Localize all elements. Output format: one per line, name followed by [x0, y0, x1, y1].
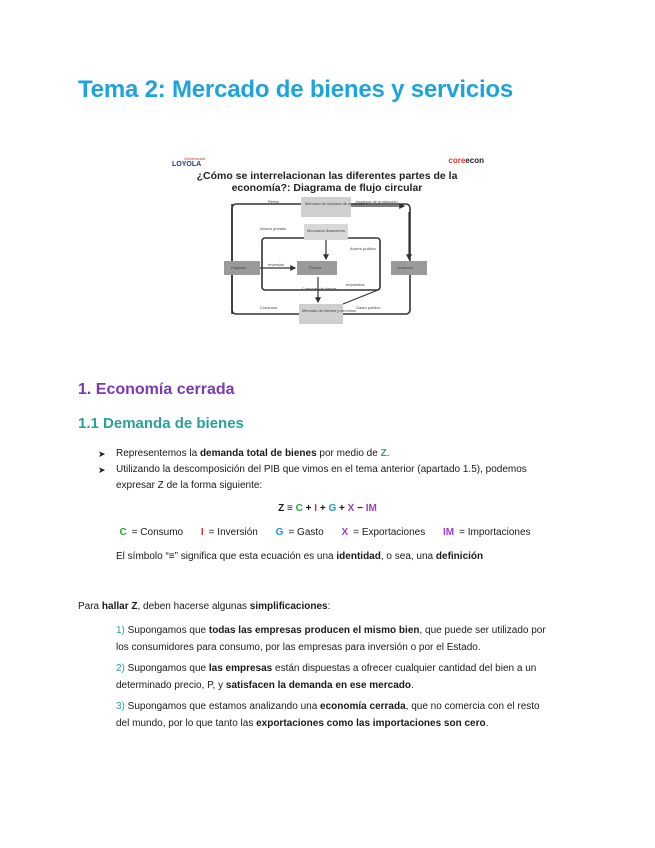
eq-z: Z ≡ [278, 503, 296, 514]
text-bold: hallar Z [101, 601, 138, 612]
text: determinado precio, P, y [116, 680, 226, 691]
simplifications-intro [78, 601, 330, 612]
assumption-2 [116, 660, 571, 694]
bullet-text [116, 462, 571, 494]
text: : [327, 601, 331, 612]
label-factors-market: Mercado de factores de producción [305, 201, 368, 206]
text-bold: demanda total de bienes [199, 448, 317, 459]
legend-value: = Consumo [131, 527, 184, 538]
eq-op: − [354, 503, 366, 514]
label-taxes: Impuestos [346, 282, 365, 287]
text: , deben hacerse algunas [137, 601, 250, 612]
text: , que puede ser utilizado por [419, 625, 546, 636]
label-purchases: Compras de bienes [302, 286, 337, 291]
figure-title-line1: ¿Cómo se interrelacionan las diferentes partes de la [196, 170, 458, 182]
legend-consumo [119, 527, 188, 538]
identity-note [116, 551, 483, 562]
text: , o sea, una [380, 551, 436, 562]
box-factors-market [301, 197, 351, 217]
text-line: Utilizando la descomposición del PIB que vimos en el tema anterior (apartado 1.5), podemos [116, 464, 527, 475]
legend-gasto [276, 527, 329, 538]
eq-op: + [336, 503, 348, 514]
legend-key: X [341, 527, 349, 538]
text: Supongamos que [124, 625, 209, 636]
eq-i: I [314, 503, 318, 514]
text-bold: economía cerrada [320, 701, 406, 712]
bullet-arrow-icon: ➤ [98, 449, 106, 459]
text: El símbolo “≡” significa que esta ecuación es una [116, 551, 337, 562]
legend-exportaciones [342, 527, 431, 538]
label-gov-spending: Gasto público [356, 305, 381, 310]
loyola-logo [172, 156, 205, 168]
label-savings: Ahorro privado [260, 226, 287, 231]
eq-op: + [302, 503, 315, 514]
label-consumption: Consumo [260, 305, 278, 310]
section-heading-economia-cerrada: 1. Economía cerrada [78, 381, 235, 398]
legend-key: I [200, 527, 204, 538]
text-bold: exportaciones como las importaciones son cero [256, 718, 486, 729]
assumption-3 [116, 698, 571, 732]
eq-c: C [295, 503, 303, 514]
legend-inversion [201, 527, 263, 538]
text-line [116, 660, 571, 677]
text: . [410, 680, 414, 691]
legend-value: = Exportaciones [353, 527, 426, 538]
text-line [116, 698, 571, 715]
label-rent: Renta [268, 199, 279, 204]
text-line [116, 715, 571, 732]
box-goods-market [299, 304, 343, 324]
brand-a: core [448, 156, 466, 165]
demand-equation [0, 503, 655, 514]
bullet-text [116, 446, 571, 462]
z-symbol: Z [380, 448, 387, 459]
assumption-1 [116, 622, 571, 656]
label-public-savings: Ahorro público [350, 246, 376, 251]
legend-key: C [119, 527, 127, 538]
label-financial-markets: Mercados financieros [307, 228, 346, 233]
text-bold: satisfacen la demanda en ese mercado [225, 680, 411, 691]
figure-title-line2: economía?: Diagrama de flujo circular [231, 182, 423, 194]
text-bold: todas las empresas producen el mismo bien [208, 625, 420, 636]
legend-value: = Gasto [288, 527, 324, 538]
eq-g: G [328, 503, 337, 514]
subsection-heading-demanda-bienes: 1.1 Demanda de bienes [78, 415, 244, 432]
logo-sub: Universidad [184, 156, 206, 161]
label-production: Ingresos de producción [356, 199, 398, 204]
figure-title [168, 170, 486, 194]
text: Supongamos que estamos analizando una [124, 701, 321, 712]
text: , que no comercia con el resto [405, 701, 540, 712]
bullet-arrow-icon: ➤ [98, 465, 106, 475]
text: . [485, 718, 489, 729]
text-line: expresar Z de la forma siguiente: [116, 480, 263, 491]
text-bold: simplificaciones [249, 601, 328, 612]
legend-importaciones [443, 527, 536, 538]
text: están dispuestas a ofrecer cualquier cantidad del bien a un [272, 663, 537, 674]
legend-key: IM [442, 527, 455, 538]
label-goods-market: Mercado de bienes y servicios [302, 308, 356, 313]
circular-flow-diagram [168, 194, 486, 326]
logo-text: LOYOLA [172, 161, 202, 168]
text-line [116, 677, 571, 694]
circular-flow-figure [168, 154, 486, 326]
item-number: 3) [116, 701, 125, 712]
brand-b: econ [465, 156, 484, 165]
text: . [386, 448, 390, 459]
text: del mundo, por lo que tanto las [116, 718, 257, 729]
legend-value: = Inversión [208, 527, 258, 538]
text: Representemos la [116, 448, 200, 459]
text: Para [78, 601, 102, 612]
eq-x: X [347, 503, 355, 514]
text-bold: definición [435, 551, 484, 562]
coreecon-logo [448, 156, 484, 165]
label-firms: Firmas [309, 265, 322, 270]
outer-flow-loop [232, 204, 410, 314]
text-line: los consumidores para consumo, por las empresas para inversión o por el Estado. [116, 642, 481, 653]
eq-im: IM [365, 503, 377, 514]
eq-op: + [317, 503, 329, 514]
legend-value: = Importaciones [459, 527, 531, 538]
label-investment: Inversión [268, 262, 285, 267]
text: por medio de [316, 448, 381, 459]
item-number: 1) [116, 625, 125, 636]
page-title: Tema 2: Mercado de bienes y servicios [78, 76, 514, 103]
label-households: Hogares [231, 265, 247, 270]
item-number: 2) [116, 663, 125, 674]
text: Supongamos que [124, 663, 209, 674]
text-line [116, 622, 571, 639]
label-government: Gobierno [397, 265, 414, 270]
text-bold: las empresas [208, 663, 273, 674]
text-bold: identidad [336, 551, 381, 562]
equation-legend [0, 527, 655, 538]
legend-key: G [275, 527, 284, 538]
